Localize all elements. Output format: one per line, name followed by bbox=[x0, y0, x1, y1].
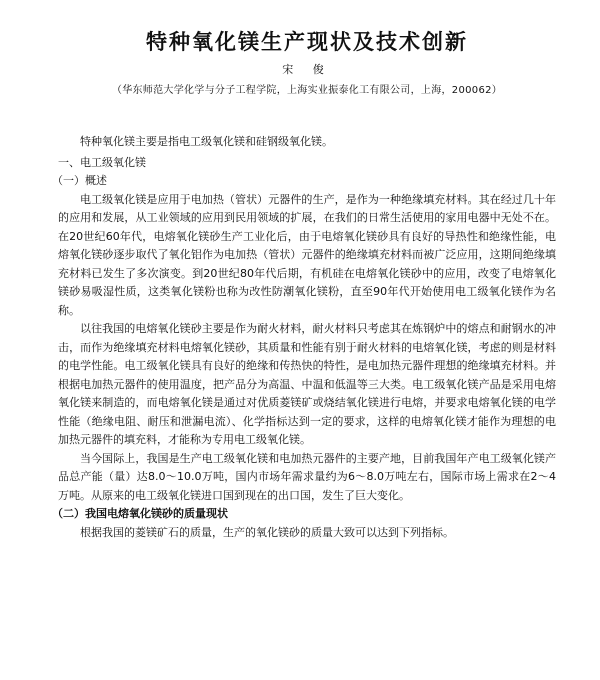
intro-paragraph: 特种氧化镁主要是指电工级氧化镁和硅钢级氧化镁。 bbox=[80, 135, 333, 148]
author-name: 宋 俊 bbox=[282, 63, 332, 76]
author-affiliation: （华东师范大学化学与分子工程学院，上海实业振泰化工有限公司，上海，200062） bbox=[111, 85, 503, 96]
subsection-heading-overview: （一）概述 bbox=[52, 174, 107, 187]
subsection-heading-quality-status: （二）我国电熔氧化镁砂的质量现状 bbox=[52, 507, 228, 520]
body-paragraph-3: 当今国际上，我国是生产电工级氧化镁和电加热元器件的主要产地，目前我国年产电工级氧化镁产品总产能（量）达8.0～10.0万吨，国内市场年需求量约为6～8.0万吨左右，国际市场上需求在2～4万吨。从原来的电工级氧化镁进口国到现在的出口国，发生了巨大变化。 bbox=[58, 451, 556, 502]
body-paragraph-4: 根据我国的菱镁矿石的质量，生产的氧化镁砂的质量大致可以达到下列指标。 bbox=[80, 525, 454, 539]
body-paragraph-2: 以往我国的电熔氧化镁砂主要是作为耐火材料，耐火材料只考虑其在炼钢炉中的熔点和耐钢水的冲击，而作为绝缘填充材料电熔氧化镁砂，其质量和性能有别于耐火材料的电熔氧化镁，考虑的则是材料的电学性能。电工级氧化镁具有良好的绝缘和传热快的特性，是电加热元器件理想的绝缘填充材料。并根据电加热元器件的使用温度，把产品分为高温、中温和低温等三大类。电工级氧化镁产品是采用电熔氧化镁来制造的，而电熔氧化镁是通过对优质菱镁矿或烧结氧化镁进行电熔，并要求电熔氧化镁的电学性能（绝缘电阻、耐压和泄漏电流）、化学指标达到一定的要求，这样的电熔氧化镁才能作为理想的电加热元器件的填充料，才能称为专用电工级氧化镁。 bbox=[58, 322, 556, 446]
section-heading-electrical-mgo: 一、电工级氧化镁 bbox=[58, 155, 146, 169]
article-title: 特种氧化镁生产现状及技术创新 bbox=[146, 30, 468, 54]
body-paragraph-1: 电工级氧化镁是应用于电加热（管状）元器件的生产，是作为一种绝缘填充材料。其在经过几十年的应用和发展，从工业领域的应用到民用领域的扩展，在我们的日常生活使用的家用电器中无处不在。在20世纪60年代，电熔氧化镁砂生产工业化后，由于电熔氧化镁砂具有良好的导热性和绝缘性能，电熔氧化镁砂逐步取代了氧化铝作为电加热（管状）元器件的绝缘填充材料而被广泛应用，这期间绝缘填充材料已发生了多次演变。到20世纪80年代后期，有机硅在电熔氧化镁砂中的应用，改变了电熔氧化镁砂易吸湿性质，这类氧化镁粉也称为改性防潮氧化镁粉，直至90年代开始使用电工级氧化镁作为名称。 bbox=[58, 192, 556, 317]
